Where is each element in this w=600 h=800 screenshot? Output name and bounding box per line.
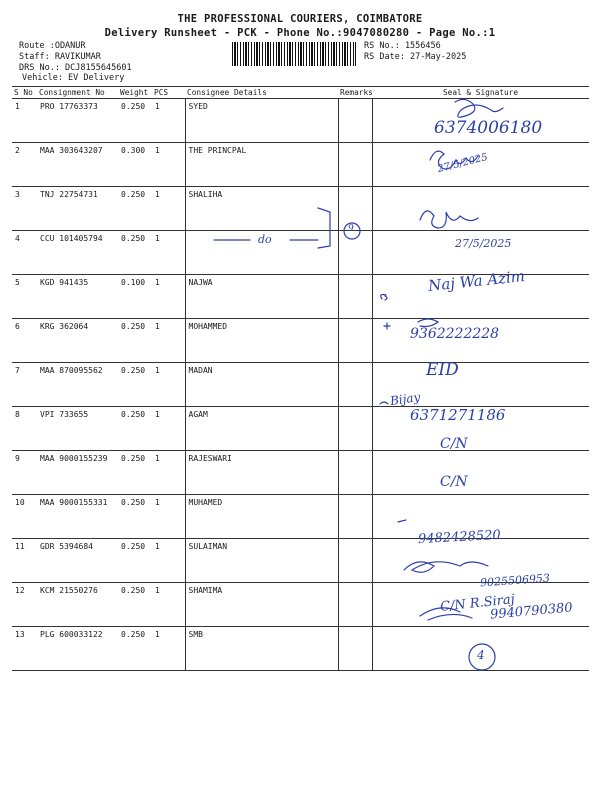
consignment-cell: PRO 17763373 xyxy=(37,99,118,143)
col-header-sno: S No xyxy=(12,87,37,99)
sno-cell: 1 xyxy=(12,99,37,143)
consignee-cell: MOHAMMED xyxy=(185,319,338,363)
consignee-cell: THE PRINCPAL xyxy=(185,143,338,187)
signature-row1 xyxy=(455,99,503,117)
sno-cell: 6 xyxy=(12,319,37,363)
consignee-cell: SHALIHA xyxy=(185,187,338,231)
weight-cell: 0.250 xyxy=(118,539,152,583)
row9-cn-handwritten: C/N xyxy=(440,436,468,452)
row4-remark-handwritten: 9 xyxy=(348,224,354,234)
col-header-pcs: PCS xyxy=(152,87,185,99)
pcs-cell: 1 xyxy=(152,231,185,275)
consignment-cell: MAA 870095562 xyxy=(37,363,118,407)
sno-cell: 13 xyxy=(12,627,37,671)
sno-cell: 3 xyxy=(12,187,37,231)
consignee-cell: SMB xyxy=(185,627,338,671)
pcs-cell: 1 xyxy=(152,275,185,319)
row10-cn-handwritten: C/N xyxy=(440,474,468,490)
drs-number: DRS No.: DCJ8155645601 xyxy=(19,63,132,73)
consignment-cell: KGD 941435 xyxy=(37,275,118,319)
row6-phone-handwritten: 9362222228 xyxy=(410,326,500,342)
consignment-cell: KCM 21550276 xyxy=(37,583,118,627)
row12-phone-handwritten: 9025506953 xyxy=(479,571,551,590)
weight-cell: 0.250 xyxy=(118,363,152,407)
pcs-cell: 1 xyxy=(152,539,185,583)
pcs-cell: 1 xyxy=(152,627,185,671)
row4-bracket-mark xyxy=(214,208,330,248)
staff-label: Staff: RAVIKUMAR xyxy=(19,52,101,62)
weight-cell: 0.250 xyxy=(118,627,152,671)
weight-cell: 0.250 xyxy=(118,231,152,275)
row8-mark xyxy=(380,402,388,404)
page-count-handwritten: 4 xyxy=(477,648,485,662)
weight-cell: 0.250 xyxy=(118,99,152,143)
sno-cell: 11 xyxy=(12,539,37,583)
consignee-cell: MADAN xyxy=(185,363,338,407)
consignment-cell: MAA 9000155331 xyxy=(37,495,118,539)
rs-number: RS No.: 1556456 xyxy=(364,41,441,51)
pcs-cell: 1 xyxy=(152,583,185,627)
weight-cell: 0.250 xyxy=(118,407,152,451)
pcs-cell: 1 xyxy=(152,451,185,495)
col-header-remarks: Remarks xyxy=(340,88,373,97)
sno-cell: 2 xyxy=(12,143,37,187)
weight-cell: 0.250 xyxy=(118,319,152,363)
col-header-signature: Seal & Signature xyxy=(372,87,589,99)
weight-cell: 0.250 xyxy=(118,451,152,495)
row5-name-handwritten: Naj Wa Azim xyxy=(427,266,526,296)
consignment-cell: MAA 303643207 xyxy=(37,143,118,187)
consignment-cell: KRG 362064 xyxy=(37,319,118,363)
signature-row4 xyxy=(420,211,478,228)
sno-cell: 5 xyxy=(12,275,37,319)
weight-cell: 0.250 xyxy=(118,187,152,231)
consignment-cell: CCU 101405794 xyxy=(37,231,118,275)
consignee-cell: SHAMIMA xyxy=(185,583,338,627)
runsheet-subtitle: Delivery Runsheet - PCK - Phone No.:9047080280 - Page No.:1 xyxy=(104,27,496,39)
row5-mark xyxy=(381,295,387,301)
vehicle-label: Vehicle: EV Delivery xyxy=(22,73,125,83)
col-header-weight: Weight xyxy=(118,87,152,99)
sno-cell: 12 xyxy=(12,583,37,627)
sno-cell: 10 xyxy=(12,495,37,539)
row8-name-handwritten: Bijay xyxy=(389,389,422,409)
consignee-cell: AGAM xyxy=(185,407,338,451)
sno-cell: 9 xyxy=(12,451,37,495)
rs-date: RS Date: 27-May-2025 xyxy=(364,52,467,62)
col-header-consignee: Consignee Details xyxy=(185,87,338,99)
sno-cell: 7 xyxy=(12,363,37,407)
consignment-cell: MAA 9000155239 xyxy=(37,451,118,495)
consignee-cell: MUHAMED xyxy=(185,495,338,539)
route-label: Route :ODANUR xyxy=(19,41,86,51)
pcs-cell: 1 xyxy=(152,143,185,187)
pcs-cell: 1 xyxy=(152,187,185,231)
row2-date-handwritten: 27/5/2025 xyxy=(436,151,489,176)
pcs-cell: 1 xyxy=(152,99,185,143)
company-title: THE PROFESSIONAL COURIERS, COIMBATORE xyxy=(177,13,423,25)
col-header-consignment: Consignment No xyxy=(37,87,118,99)
weight-cell: 0.100 xyxy=(118,275,152,319)
consignment-cell: VPI 733655 xyxy=(37,407,118,451)
consignee-cell: SYED xyxy=(185,99,338,143)
consignee-cell: RAJESWARI xyxy=(185,451,338,495)
pcs-cell: 1 xyxy=(152,407,185,451)
consignment-cell: GDR 5394684 xyxy=(37,539,118,583)
row1-phone-handwritten: 6374006180 xyxy=(434,118,543,138)
pcs-cell: 1 xyxy=(152,363,185,407)
sno-cell: 8 xyxy=(12,407,37,451)
weight-cell: 0.250 xyxy=(118,583,152,627)
row13-cn-handwritten: C/N R.Siraj xyxy=(439,592,516,615)
row11-phone-handwritten: 9482428520 xyxy=(417,527,502,548)
row7-name-handwritten: EID xyxy=(426,360,459,380)
signature-row12 xyxy=(398,520,488,572)
consignment-cell: PLG 600033122 xyxy=(37,627,118,671)
row4-ditto-handwritten: do xyxy=(258,233,272,246)
row13-phone-handwritten: 9940790380 xyxy=(489,600,574,623)
consignee-cell: NAJWA xyxy=(185,275,338,319)
weight-cell: 0.250 xyxy=(118,495,152,539)
weight-cell: 0.300 xyxy=(118,143,152,187)
consignment-cell: TNJ 22754731 xyxy=(37,187,118,231)
row8-phone-handwritten: 6371271186 xyxy=(410,406,506,424)
sno-cell: 4 xyxy=(12,231,37,275)
consignee-cell: SULAIMAN xyxy=(185,539,338,583)
pcs-cell: 1 xyxy=(152,495,185,539)
pcs-cell: 1 xyxy=(152,319,185,363)
row4-date-handwritten: 27/5/2025 xyxy=(455,237,512,250)
